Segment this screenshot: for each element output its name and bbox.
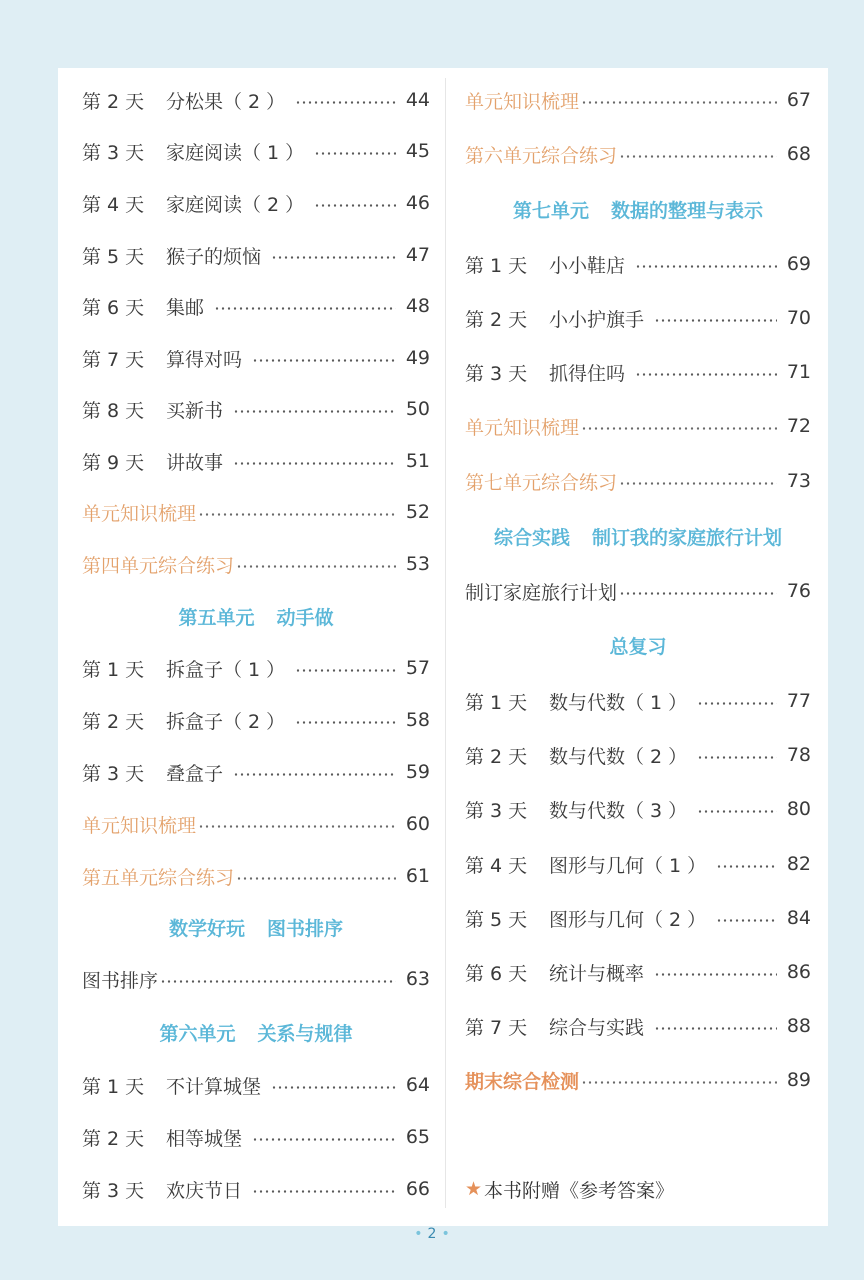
toc-title: 分松果（ 2 ） [166, 90, 286, 113]
toc-entry [82, 808, 430, 840]
section-heading-text: 关系与规律 [257, 1022, 353, 1045]
toc-entry [465, 793, 811, 825]
section-heading-text: 数学好玩 [168, 917, 245, 940]
toc-title: 统计与概率 [549, 962, 645, 985]
dot-leader [635, 373, 777, 376]
toc-day: 第 4 天 [82, 193, 145, 216]
toc-day: 第 6 天 [82, 296, 145, 319]
dot-leader [314, 152, 396, 155]
toc-title: 单元知识梳理 [82, 502, 197, 525]
toc-entry [465, 1064, 811, 1096]
toc-day: 第 3 天 [82, 141, 145, 164]
toc-page-number: 78 [786, 744, 811, 766]
toc-entry [82, 393, 430, 425]
toc-title: 第四单元综合练习 [82, 554, 235, 577]
toc-title: 猴子的烦恼 [166, 245, 262, 268]
toc-title: 算得对吗 [166, 348, 243, 371]
toc-page-number: 82 [786, 853, 811, 875]
dot-leader [236, 565, 396, 568]
answer-key-note-text: 本书附赠《参考答案》 [484, 1179, 675, 1202]
dot-leader [295, 101, 396, 104]
toc-page-number: 71 [786, 361, 811, 383]
toc-entry [82, 756, 430, 788]
toc-title: 小小护旗手 [549, 308, 645, 331]
dot-leader [635, 265, 777, 268]
dot-leader [295, 669, 396, 672]
toc-day: 第 2 天 [82, 90, 145, 113]
dot-leader [654, 319, 777, 322]
toc-title: 图书排序 [82, 969, 159, 992]
toc-title: 数与代数（ 1 ） [549, 691, 688, 714]
toc-page-number: 89 [786, 1069, 811, 1091]
toc-day: 第 5 天 [465, 908, 528, 931]
toc-title: 拆盒子（ 1 ） [166, 658, 286, 681]
footer-dot-right: • [441, 1226, 450, 1242]
toc-title: 数与代数（ 2 ） [549, 745, 688, 768]
toc-entry [82, 652, 430, 684]
section-heading [82, 1016, 430, 1048]
dot-leader [252, 1190, 396, 1193]
toc-page-number: 77 [786, 690, 811, 712]
toc-entry [82, 860, 430, 892]
toc-title: 单元知识梳理 [465, 416, 580, 439]
section-heading [82, 600, 430, 632]
dot-leader [252, 1138, 396, 1141]
toc-entry [465, 465, 811, 497]
toc-title: 第七单元综合练习 [465, 471, 618, 494]
toc-entry [82, 1121, 430, 1153]
toc-entry [465, 902, 811, 934]
toc-page-number: 76 [786, 580, 811, 602]
dot-leader [271, 256, 396, 259]
section-heading-text: 数据的整理与表示 [611, 199, 764, 222]
toc-page-number: 86 [786, 961, 811, 983]
star-icon: ★ [465, 1178, 483, 1200]
toc-entry [465, 739, 811, 771]
section-heading [465, 193, 811, 225]
toc-entry [82, 963, 430, 995]
toc-title: 相等城堡 [166, 1127, 243, 1150]
toc-day: 第 9 天 [82, 451, 145, 474]
toc-page-number: 70 [786, 307, 811, 329]
section-heading-text: 综合实践 [493, 526, 570, 549]
toc-page-number: 72 [786, 415, 811, 437]
dot-leader [654, 1027, 777, 1030]
toc-page-number: 68 [786, 143, 811, 165]
toc-page-number: 48 [405, 295, 430, 317]
toc-title: 期末综合检测 [465, 1070, 580, 1093]
toc-entry [82, 187, 430, 219]
toc-page-number: 59 [405, 761, 430, 783]
toc-page-number: 44 [405, 89, 430, 111]
dot-leader [271, 1086, 396, 1089]
toc-page-number: 58 [405, 709, 430, 731]
toc-title: 讲故事 [166, 451, 224, 474]
toc-entry [82, 1069, 430, 1101]
dot-leader [252, 359, 396, 362]
toc-page-number: 69 [786, 253, 811, 275]
toc-page-number: 84 [786, 907, 811, 929]
dot-leader [214, 307, 396, 310]
toc-entry [465, 575, 811, 607]
section-heading-text: 动手做 [276, 606, 334, 629]
toc-entry [465, 685, 811, 717]
toc-day: 第 2 天 [82, 1127, 145, 1150]
toc-day: 第 5 天 [82, 245, 145, 268]
toc-entry [465, 956, 811, 988]
section-heading-text: 第五单元 [178, 606, 255, 629]
page-footer [0, 1226, 864, 1242]
toc-entry [82, 135, 430, 167]
toc-day: 第 3 天 [82, 1179, 145, 1202]
toc-title: 图形与几何（ 1 ） [549, 854, 707, 877]
toc-title: 制订家庭旅行计划 [465, 581, 618, 604]
toc-day: 第 3 天 [465, 362, 528, 385]
column-divider [445, 78, 446, 1208]
toc-page-number: 52 [405, 501, 430, 523]
dot-leader [233, 410, 396, 413]
toc-page-number: 60 [405, 813, 430, 835]
dot-leader [697, 702, 777, 705]
section-heading-text: 第六单元 [159, 1022, 236, 1045]
dot-leader [198, 825, 396, 828]
toc-day: 第 1 天 [465, 254, 528, 277]
dot-leader [654, 973, 777, 976]
toc-day: 第 2 天 [465, 308, 528, 331]
toc-title: 综合与实践 [549, 1016, 645, 1039]
toc-title: 不计算城堡 [166, 1075, 262, 1098]
toc-entry [82, 496, 430, 528]
toc-title: 买新书 [166, 399, 224, 422]
toc-page-number: 61 [405, 865, 430, 887]
toc-page-number: 66 [405, 1178, 430, 1200]
toc-page-number: 45 [405, 140, 430, 162]
toc-day: 第 6 天 [465, 962, 528, 985]
answer-key-note [465, 1173, 811, 1205]
toc-title: 家庭阅读（ 1 ） [166, 141, 305, 164]
dot-leader [697, 756, 777, 759]
dot-leader [581, 101, 777, 104]
toc-entry [82, 239, 430, 271]
page-number: 2 [427, 1226, 437, 1242]
toc-day: 第 3 天 [465, 799, 528, 822]
toc-entry [465, 248, 811, 280]
section-heading-text: 制订我的家庭旅行计划 [592, 526, 783, 549]
section-heading-text: 图书排序 [267, 917, 344, 940]
toc-entry [82, 445, 430, 477]
toc-page-number: 65 [405, 1126, 430, 1148]
section-heading-text: 第七单元 [512, 199, 589, 222]
toc-entry [465, 1010, 811, 1042]
dot-leader [716, 865, 777, 868]
dot-leader [716, 919, 777, 922]
dot-leader [198, 513, 396, 516]
dot-leader [581, 1081, 777, 1084]
toc-title: 集邮 [166, 296, 205, 319]
toc-day: 第 7 天 [465, 1016, 528, 1039]
dot-leader [619, 155, 777, 158]
toc-day: 第 4 天 [465, 854, 528, 877]
toc-title: 拆盒子（ 2 ） [166, 710, 286, 733]
toc-day: 第 8 天 [82, 399, 145, 422]
dot-leader [233, 773, 396, 776]
toc-page-number: 73 [786, 470, 811, 492]
dot-leader [619, 592, 777, 595]
toc-title: 家庭阅读（ 2 ） [166, 193, 305, 216]
toc-page-number: 49 [405, 347, 430, 369]
section-heading-text: 总复习 [609, 635, 667, 658]
toc-entry [82, 290, 430, 322]
toc-title: 抓得住吗 [549, 362, 626, 385]
toc-day: 第 1 天 [82, 658, 145, 681]
dot-leader [619, 482, 777, 485]
toc-page-number: 88 [786, 1015, 811, 1037]
footer-dot-left: • [414, 1226, 423, 1242]
toc-title: 单元知识梳理 [465, 90, 580, 113]
dot-leader [295, 721, 396, 724]
dot-leader [581, 427, 777, 430]
toc-page-number: 63 [405, 968, 430, 990]
toc-entry [465, 356, 811, 388]
section-heading [465, 520, 811, 552]
toc-entry [465, 138, 811, 170]
dot-leader [697, 810, 777, 813]
toc-title: 第五单元综合练习 [82, 866, 235, 889]
toc-title: 欢庆节日 [166, 1179, 243, 1202]
toc-entry [82, 548, 430, 580]
toc-day: 第 1 天 [465, 691, 528, 714]
toc-entry [82, 704, 430, 736]
toc-title: 数与代数（ 3 ） [549, 799, 688, 822]
toc-day: 第 2 天 [465, 745, 528, 768]
toc-day: 第 1 天 [82, 1075, 145, 1098]
toc-entry [465, 848, 811, 880]
toc-page-number: 53 [405, 553, 430, 575]
toc-page-number: 47 [405, 244, 430, 266]
toc-page-number: 80 [786, 798, 811, 820]
dot-leader [236, 877, 396, 880]
toc-page-number: 67 [786, 89, 811, 111]
toc-page-number: 51 [405, 450, 430, 472]
toc-title: 单元知识梳理 [82, 814, 197, 837]
toc-page-number: 46 [405, 192, 430, 214]
toc-title: 第六单元综合练习 [465, 144, 618, 167]
toc-entry [465, 302, 811, 334]
section-heading [82, 911, 430, 943]
toc-entry [465, 84, 811, 116]
toc-entry [82, 84, 430, 116]
toc-page-number: 64 [405, 1074, 430, 1096]
toc-day: 第 2 天 [82, 710, 145, 733]
toc-page-number: 50 [405, 398, 430, 420]
section-heading [465, 629, 811, 661]
toc-entry [82, 342, 430, 374]
dot-leader [233, 462, 396, 465]
toc-entry [82, 1173, 430, 1205]
toc-day: 第 3 天 [82, 762, 145, 785]
toc-entry [465, 410, 811, 442]
toc-day: 第 7 天 [82, 348, 145, 371]
dot-leader [314, 204, 396, 207]
dot-leader [160, 980, 396, 983]
toc-title: 图形与几何（ 2 ） [549, 908, 707, 931]
toc-page-number: 57 [405, 657, 430, 679]
toc-title: 叠盒子 [166, 762, 224, 785]
toc-title: 小小鞋店 [549, 254, 626, 277]
